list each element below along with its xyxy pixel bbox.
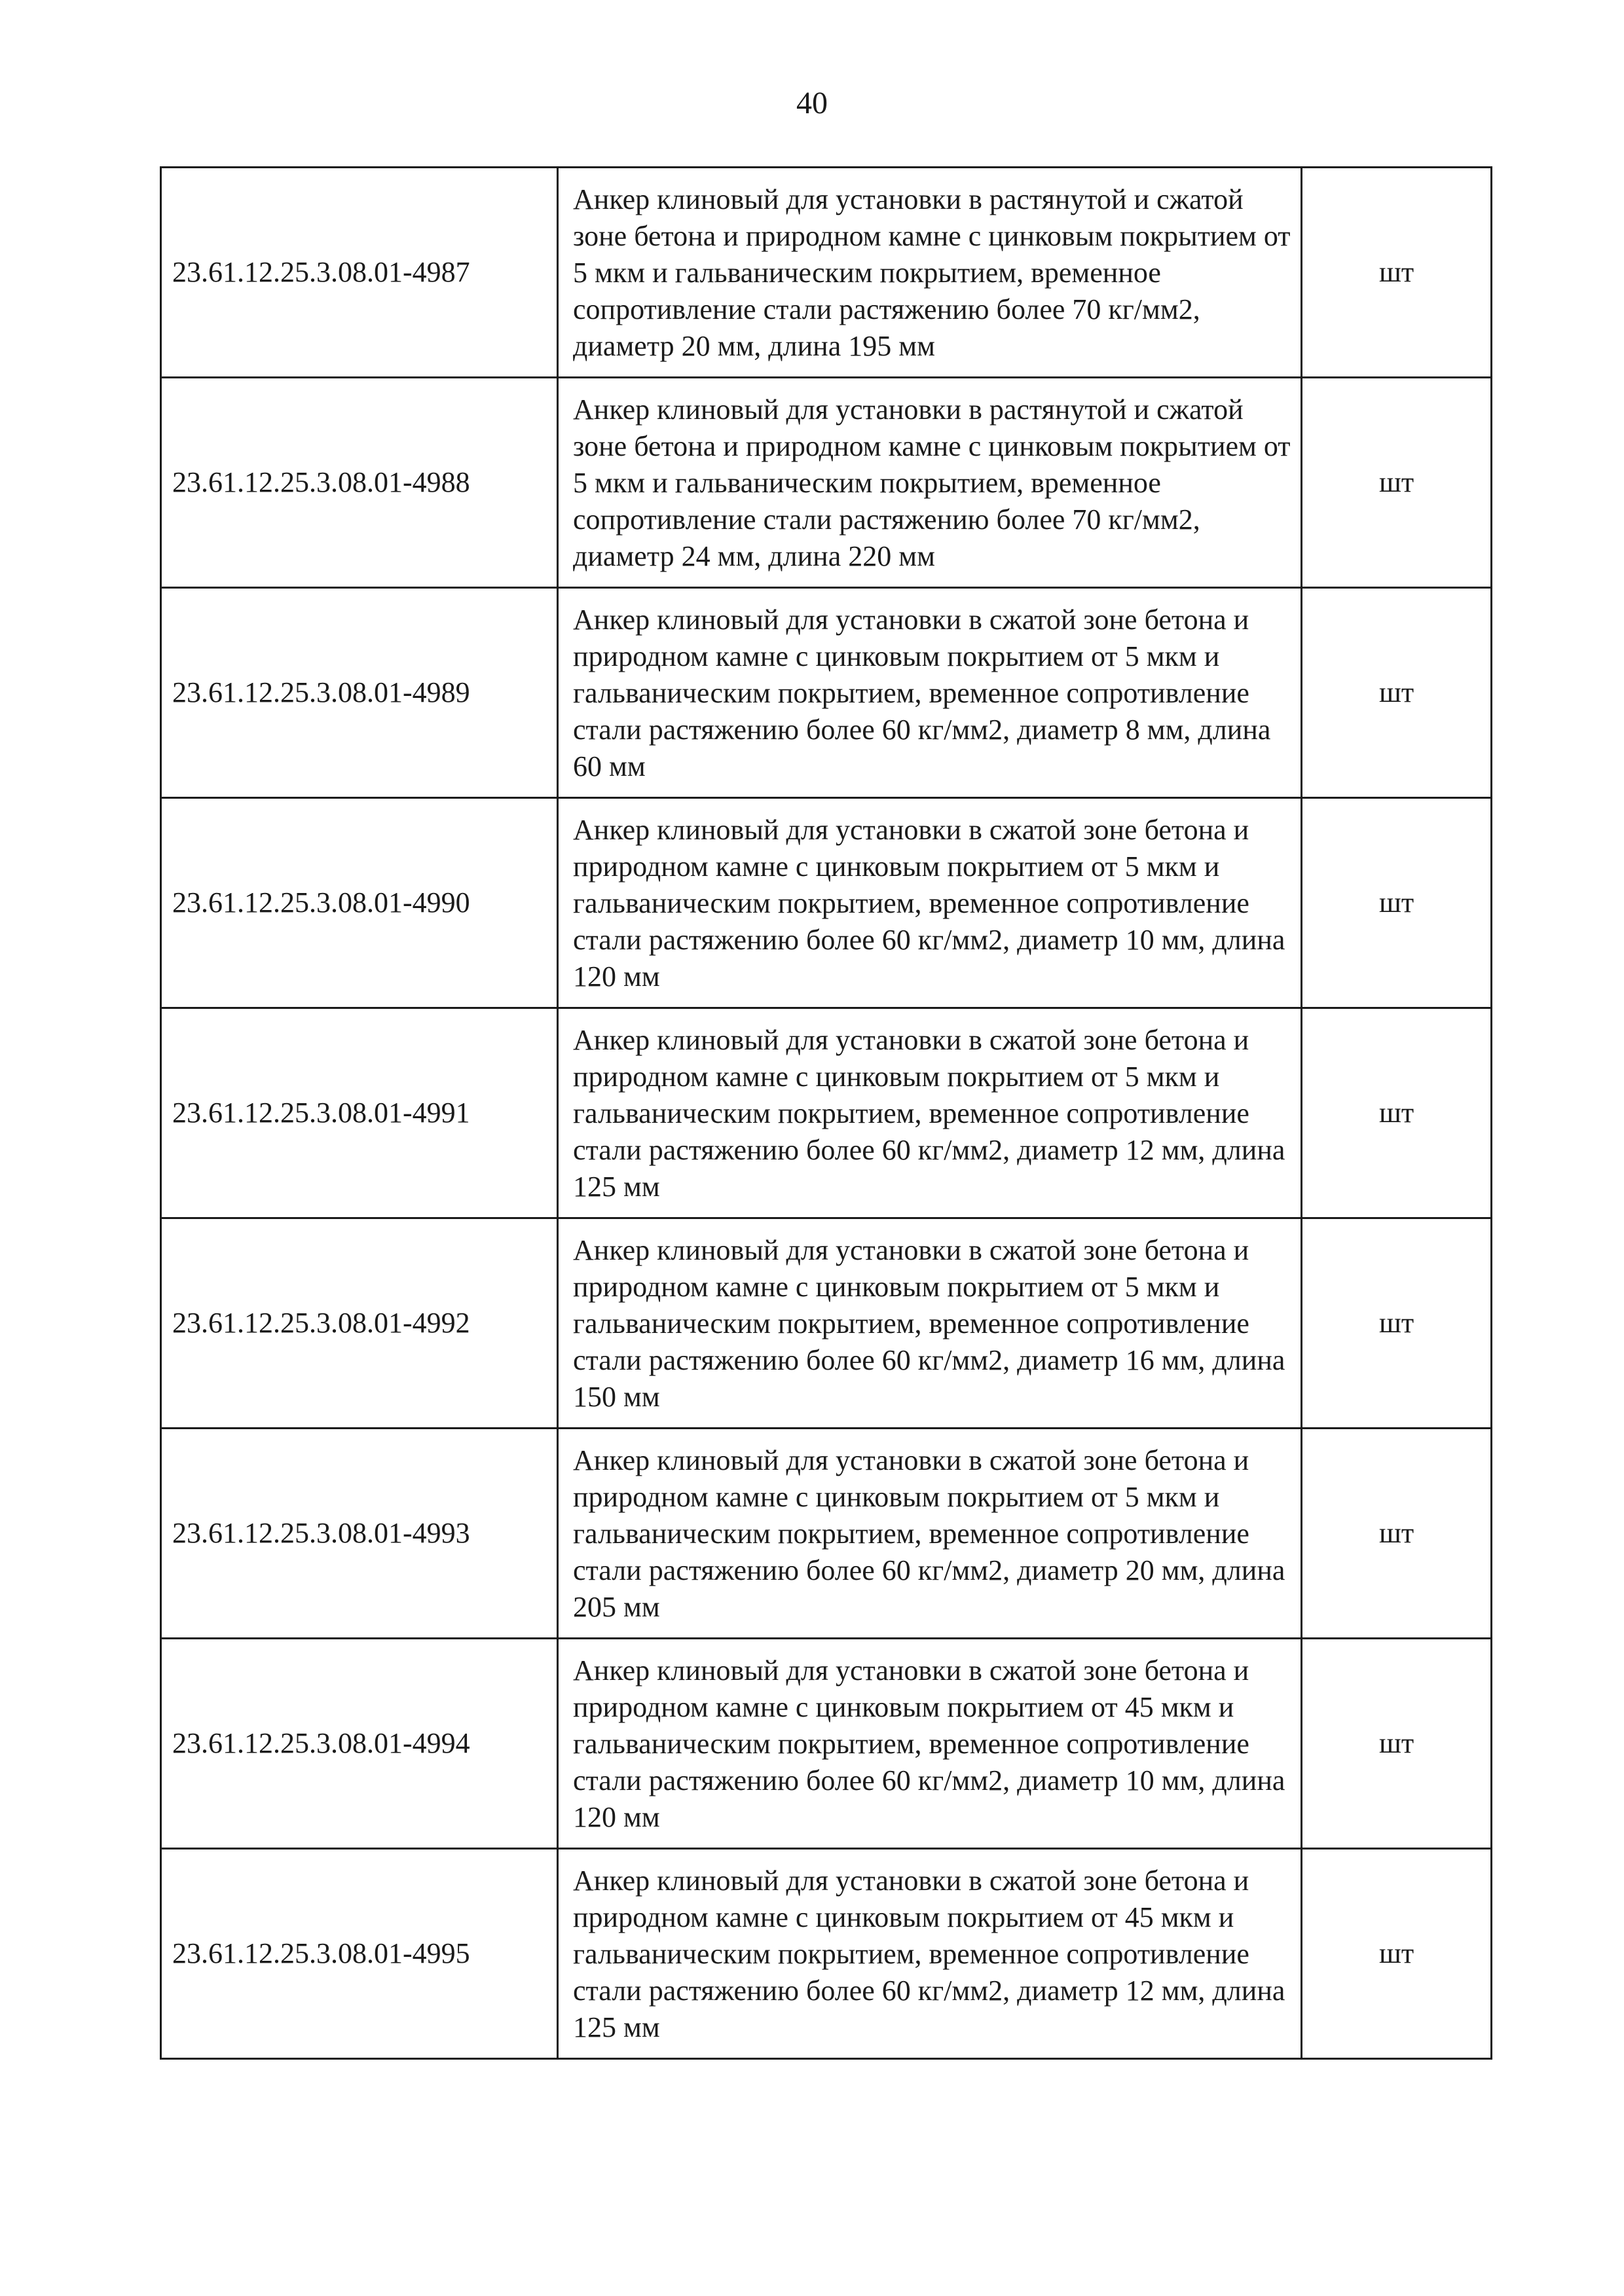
- description-text: Анкер клиновый для установки в сжатой зоне бетона и природном камне с цинковым покрытием от 5 мкм и гальваническим покрытием, временное сопротивление стали растяжению более 60 кг/мм2, диаметр 20 мм, длина 205 мм: [573, 1444, 1285, 1623]
- resource-code: 23.61.12.25.3.08.01-4990: [161, 798, 558, 1008]
- resource-description: [558, 1008, 1302, 1218]
- description-text: Анкер клиновый для установки в сжатой зоне бетона и природном камне с цинковым покрытием от 45 мкм и гальваническим покрытием, временное сопротивление стали растяжению более 60 кг/мм2, диаметр 10 мм, длина 120 мм: [573, 1654, 1285, 1833]
- unit-of-measure: шт: [1302, 1008, 1492, 1218]
- table-row: [161, 798, 1492, 1008]
- resource-code: 23.61.12.25.3.08.01-4994: [161, 1639, 558, 1849]
- resource-description: [558, 1849, 1302, 2059]
- table-row: [161, 588, 1492, 798]
- resource-description: [558, 798, 1302, 1008]
- resource-code: 23.61.12.25.3.08.01-4987: [161, 168, 558, 378]
- table-row: [161, 168, 1492, 378]
- resource-description: [558, 378, 1302, 588]
- resource-description: [558, 1218, 1302, 1429]
- table-row: [161, 1639, 1492, 1849]
- table-row: [161, 1218, 1492, 1429]
- unit-of-measure: шт: [1302, 1849, 1492, 2059]
- table-row: [161, 1849, 1492, 2059]
- unit-of-measure: шт: [1302, 378, 1492, 588]
- resource-description: [558, 168, 1302, 378]
- description-text: Анкер клиновый для установки в сжатой зоне бетона и природном камне с цинковым покрытием от 5 мкм и гальваническим покрытием, временное сопротивление стали растяжению более 60 кг/мм2, диаметр 10 мм, длина 120 мм: [573, 814, 1285, 993]
- table-row: [161, 378, 1492, 588]
- description-text: Анкер клиновый для установки в растянутой и сжатой зоне бетона и природном камне с цинковым покрытием от 5 мкм и гальваническим покрытием, временное сопротивление стали растяжению более 70 кг/мм2, диаметр 20 мм, длина 195 мм: [573, 183, 1291, 362]
- resource-code: 23.61.12.25.3.08.01-4992: [161, 1218, 558, 1429]
- description-text: Анкер клиновый для установки в растянутой и сжатой зоне бетона и природном камне с цинковым покрытием от 5 мкм и гальваническим покрытием, временное сопротивление стали растяжению более 70 кг/мм2, диаметр 24 мм, длина 220 мм: [573, 393, 1291, 572]
- unit-of-measure: шт: [1302, 168, 1492, 378]
- unit-of-measure: шт: [1302, 588, 1492, 798]
- unit-of-measure: шт: [1302, 1218, 1492, 1429]
- unit-of-measure: шт: [1302, 1429, 1492, 1639]
- description-text: Анкер клиновый для установки в сжатой зоне бетона и природном камне с цинковым покрытием от 45 мкм и гальваническим покрытием, временное сопротивление стали растяжению более 60 кг/мм2, диаметр 12 мм, длина 125 мм: [573, 1865, 1285, 2043]
- resource-code: 23.61.12.25.3.08.01-4989: [161, 588, 558, 798]
- table-row: [161, 1008, 1492, 1218]
- resource-code: 23.61.12.25.3.08.01-4991: [161, 1008, 558, 1218]
- resource-description: [558, 1639, 1302, 1849]
- resource-table: [160, 166, 1492, 2060]
- page-number: 40: [796, 86, 828, 120]
- description-text: Анкер клиновый для установки в сжатой зоне бетона и природном камне с цинковым покрытием от 5 мкм и гальваническим покрытием, временное сопротивление стали растяжению более 60 кг/мм2, диаметр 12 мм, длина 125 мм: [573, 1024, 1285, 1203]
- resource-code: 23.61.12.25.3.08.01-4993: [161, 1429, 558, 1639]
- resource-description: [558, 1429, 1302, 1639]
- resource-code: 23.61.12.25.3.08.01-4995: [161, 1849, 558, 2059]
- description-text: Анкер клиновый для установки в сжатой зоне бетона и природном камне с цинковым покрытием от 5 мкм и гальваническим покрытием, временное сопротивление стали растяжению более 60 кг/мм2, диаметр 16 мм, длина 150 мм: [573, 1234, 1285, 1413]
- resource-description: [558, 588, 1302, 798]
- description-text: Анкер клиновый для установки в сжатой зоне бетона и природном камне с цинковым покрытием от 5 мкм и гальваническим покрытием, временное сопротивление стали растяжению более 60 кг/мм2, диаметр 8 мм, длина 60 мм: [573, 604, 1271, 782]
- unit-of-measure: шт: [1302, 798, 1492, 1008]
- unit-of-measure: шт: [1302, 1639, 1492, 1849]
- resource-code: 23.61.12.25.3.08.01-4988: [161, 378, 558, 588]
- table-row: [161, 1429, 1492, 1639]
